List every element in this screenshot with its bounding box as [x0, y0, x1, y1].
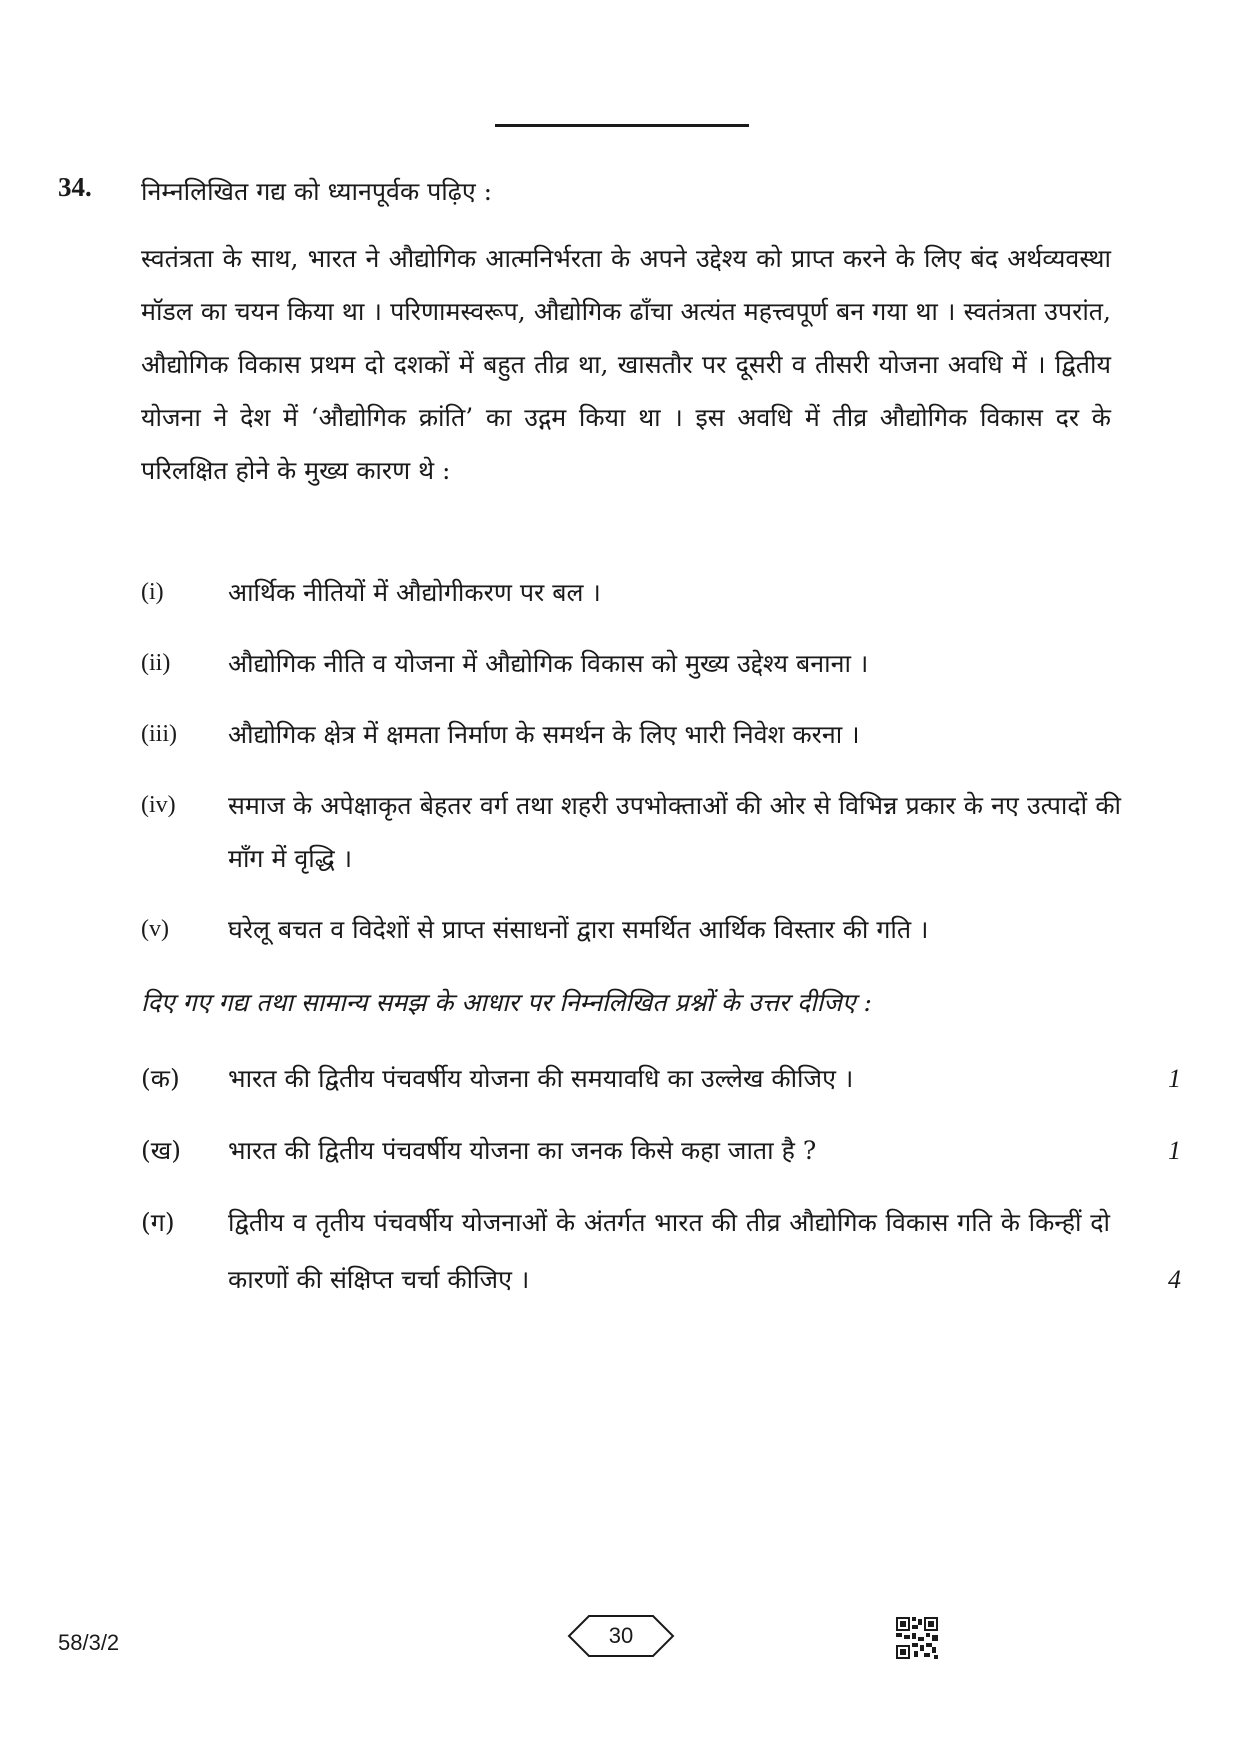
subquestion-ka	[141, 1050, 1181, 1107]
passage-text: स्वतंत्रता के साथ, भारत ने औद्योगिक आत्मनिर्भरता के अपने उद्देश्य को प्राप्त करने के लिए बंद अर्थव्यवस्था मॉडल का चयन किया था । परिणामस्वरूप, औद्योगिक ढाँचा अत्यंत महत्त्वपूर्ण बन गया था । स्वतंत्रता उपरांत, औद्योगिक विकास प्रथम दो दशकों में बहुत तीव्र था, खासतौर पर दूसरी व तीसरी योजना अवधि में । द्वितीय योजना ने देश में ‘औद्योगिक क्रांति’ का उद्गम किया था । इस अवधि में तीव्र औद्योगिक विकास दर के परिलक्षित होने के मुख्य कारण थे :	[141, 244, 1111, 485]
subquestion-text: भारत की द्वितीय पंचवर्षीय योजना की समयावधि का उल्लेख कीजिए ।	[228, 1064, 854, 1093]
subquestion-label: (ख)	[141, 1136, 181, 1165]
list-item-text: घरेलू बचत व विदेशों से प्राप्त संसाधनों द्वारा समर्थित आर्थिक विस्तार की गति ।	[228, 915, 929, 944]
qr-code-icon	[896, 1617, 938, 1663]
list-item-number: (iii)	[141, 721, 177, 747]
list-item	[141, 903, 1121, 956]
list-item	[141, 566, 1121, 619]
subquestion-text: भारत की द्वितीय पंचवर्षीय योजना का जनक किसे कहा जाता है ?	[228, 1136, 817, 1165]
question-intro: निम्नलिखित गद्य को ध्यानपूर्वक पढ़िए :	[141, 177, 493, 206]
page-number: 30	[608, 1623, 634, 1648]
list-item-text: औद्योगिक नीति व योजना में औद्योगिक विकास को मुख्य उद्देश्य बनाना ।	[228, 649, 869, 678]
page-number-badge	[567, 1614, 675, 1658]
list-item-number: (iv)	[141, 792, 176, 818]
list-item-text: समाज के अपेक्षाकृत बेहतर वर्ग तथा शहरी उपभोक्ताओं की ओर से विभिन्न प्रकार के नए उत्पादों की माँग में वृद्धि ।	[228, 791, 1121, 873]
top-divider	[495, 124, 749, 127]
subquestion-label: (ग)	[141, 1208, 175, 1237]
reasons-list	[141, 566, 1121, 974]
list-item-number: (i)	[141, 579, 164, 605]
marks-value: 1	[1168, 1136, 1181, 1165]
subquestion-text: द्वितीय व तृतीय पंचवर्षीय योजनाओं के अंतर्गत भारत की तीव्र औद्योगिक विकास गति के किन्हीं दो कारणों की संक्षिप्त चर्चा कीजिए ।	[228, 1208, 1110, 1294]
question-number: 34.	[58, 172, 92, 202]
subquestion-label: (क)	[141, 1064, 180, 1093]
list-item	[141, 779, 1121, 885]
list-item-number: (v)	[141, 916, 169, 942]
paper-code: 58/3/2	[58, 1630, 120, 1655]
list-item	[141, 637, 1121, 690]
list-item-text: आर्थिक नीतियों में औद्योगीकरण पर बल ।	[228, 578, 601, 607]
subquestion-ga	[141, 1194, 1181, 1308]
list-item-number: (ii)	[141, 650, 171, 676]
list-item-text: औद्योगिक क्षेत्र में क्षमता निर्माण के समर्थन के लिए भारी निवेश करना ।	[228, 720, 860, 749]
answer-instruction: दिए गए गद्य तथा सामान्य समझ के आधार पर निम्नलिखित प्रश्नों के उत्तर दीजिए :	[141, 988, 872, 1017]
marks-value: 1	[1168, 1064, 1181, 1093]
marks-value: 4	[1168, 1265, 1181, 1294]
subquestion-kha	[141, 1122, 1181, 1179]
list-item	[141, 708, 1121, 761]
